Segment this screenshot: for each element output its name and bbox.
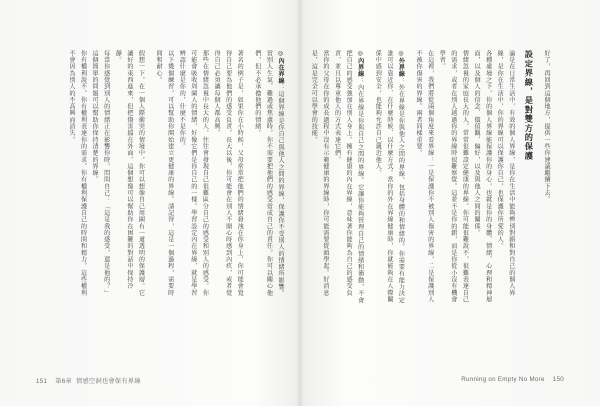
paragraph: 各種處境之下，你的個人界線能保護你的身心，也就是你的身體、情緒、心理和精神層面，以及個人的信念、價值觀、偏好，以及與他人之間的關係。 xyxy=(473,50,492,303)
paragraph: 情緒忽視的家庭長大的人，常常很難設定健康的界線。你可能很難說不，很難表達自己的需求，或者在別人越過你的界線時很難察覺。這並不是你的錯，而是你從小沒有機會學習。 xyxy=(438,50,469,303)
right-page-text xyxy=(310,50,552,306)
left-footer xyxy=(28,376,141,385)
page-number: 151 xyxy=(36,378,48,385)
subsection-term: ◎內界線 xyxy=(356,50,364,78)
subsection-term: ◎內在界線 xyxy=(277,50,284,85)
subsection xyxy=(372,50,407,306)
paragraph: 論是在日常生活中，有效的個人界線，是你在生活中能夠辨別對錯和對自己的個人界線，是你在生活中，你的界線可以保護你自己，也保護你所愛的人。 xyxy=(496,50,515,297)
book-title: Running on Empty No More xyxy=(461,376,545,383)
subsection-text: ：外在界線是你與他人之間的界線，包括身體的和情緒的。你需要有能力決定誰可以靠近你、在什麼時候、以什麼方式。當你的外在界線健康時，你就能夠在人際關係中感到安全，也能夠允許自己親近他人。 xyxy=(374,50,405,304)
subsection-text: ：這個界線是你自己與他人之間的界線，保護你不受別人的情緒所影響。當別人生氣、難過或焦慮時，你不需要把他們的感受當成自己的責任。你可以關心他們，但不必承擔他們的情緒。 xyxy=(253,50,284,297)
chapter-title: 情感空洞也會保有界線 xyxy=(76,378,141,385)
subsection xyxy=(251,50,286,300)
chapter-label: 第6章 xyxy=(55,378,72,385)
section-heading: 設定界線，是對雙方的保護 xyxy=(524,50,535,161)
intro-text: 好了，再回到這個地方，提供一些你建議繼續下去。 xyxy=(543,50,550,203)
paragraph: 著名的例子是，如果你在小時候，父母常常把他們的情緒發洩在你身上，你可能會覺得自己要為他們的感受負責。長大以後，你可能會在別人不開心時感到內疚，或者覺得自己必須讓每個人都高興。 xyxy=(213,50,244,297)
paragraph: 你有權利說不。你有權利表達你的需求。你有權利保護自己的時間和精力。這些權利不會因為別人的不高興而消失。 xyxy=(67,50,87,297)
left-page-text xyxy=(54,50,286,300)
right-footer xyxy=(461,376,572,383)
page-number: 150 xyxy=(552,376,564,383)
subsection-term: ◎外界線 xyxy=(397,50,405,78)
paragraph: 以下幾個練習，可以幫助你開始建立更健康的界線。請記得，這是一個過程，需要時間和耐心。 xyxy=(155,50,174,297)
paragraph: 那些在情緒忽視中長大的人，往往會發現自己很難區分自己的感受和別人的感受。你可能會吸收周圍人的情緒，好像它們是你自己的一樣。學習設定內在界線，就是學習辨認什麼是你的，什麼不是你的。 xyxy=(178,50,209,297)
paragraph: 在這裡，我們將從兩個角度來看界線：一是保護你不被別人傷害的界線，二是保護別人不被你傷害的界線。兩者同樣重要。 xyxy=(415,50,434,303)
paragraph: 當你的父母在你的成長過程中沒有示範健康的界線時，你可能需要從頭學起。好消息是，這是完全可以學會的技能。 xyxy=(310,50,329,297)
paragraph: 每當你感覺到別人的情緒正在影響你時，問問自己：「這是我的感受，還是他的？」這個簡單的問題可以幫助你保持清楚的界線。 xyxy=(91,50,110,297)
book-gutter xyxy=(296,0,304,406)
subsection-text: ：內在界線是你與自己之間的界線。它讓你能夠管理自己的情緒和衝動，不會把自己的感受強加在別人身上。擁有健康的內在界線，意味著你能夠為自己的感受負責，並且以尊重他人的方式表達它們。 xyxy=(333,50,364,304)
paragraph: 假想一下，在一個人際衝突的情境中，你可以想像自己周圍有一道透明的保護層。它讓好的東西進來，但把傷害擋在外面。這個想像可以幫助你在困難的對話中保持冷靜。 xyxy=(114,50,145,297)
subsection xyxy=(331,50,366,306)
